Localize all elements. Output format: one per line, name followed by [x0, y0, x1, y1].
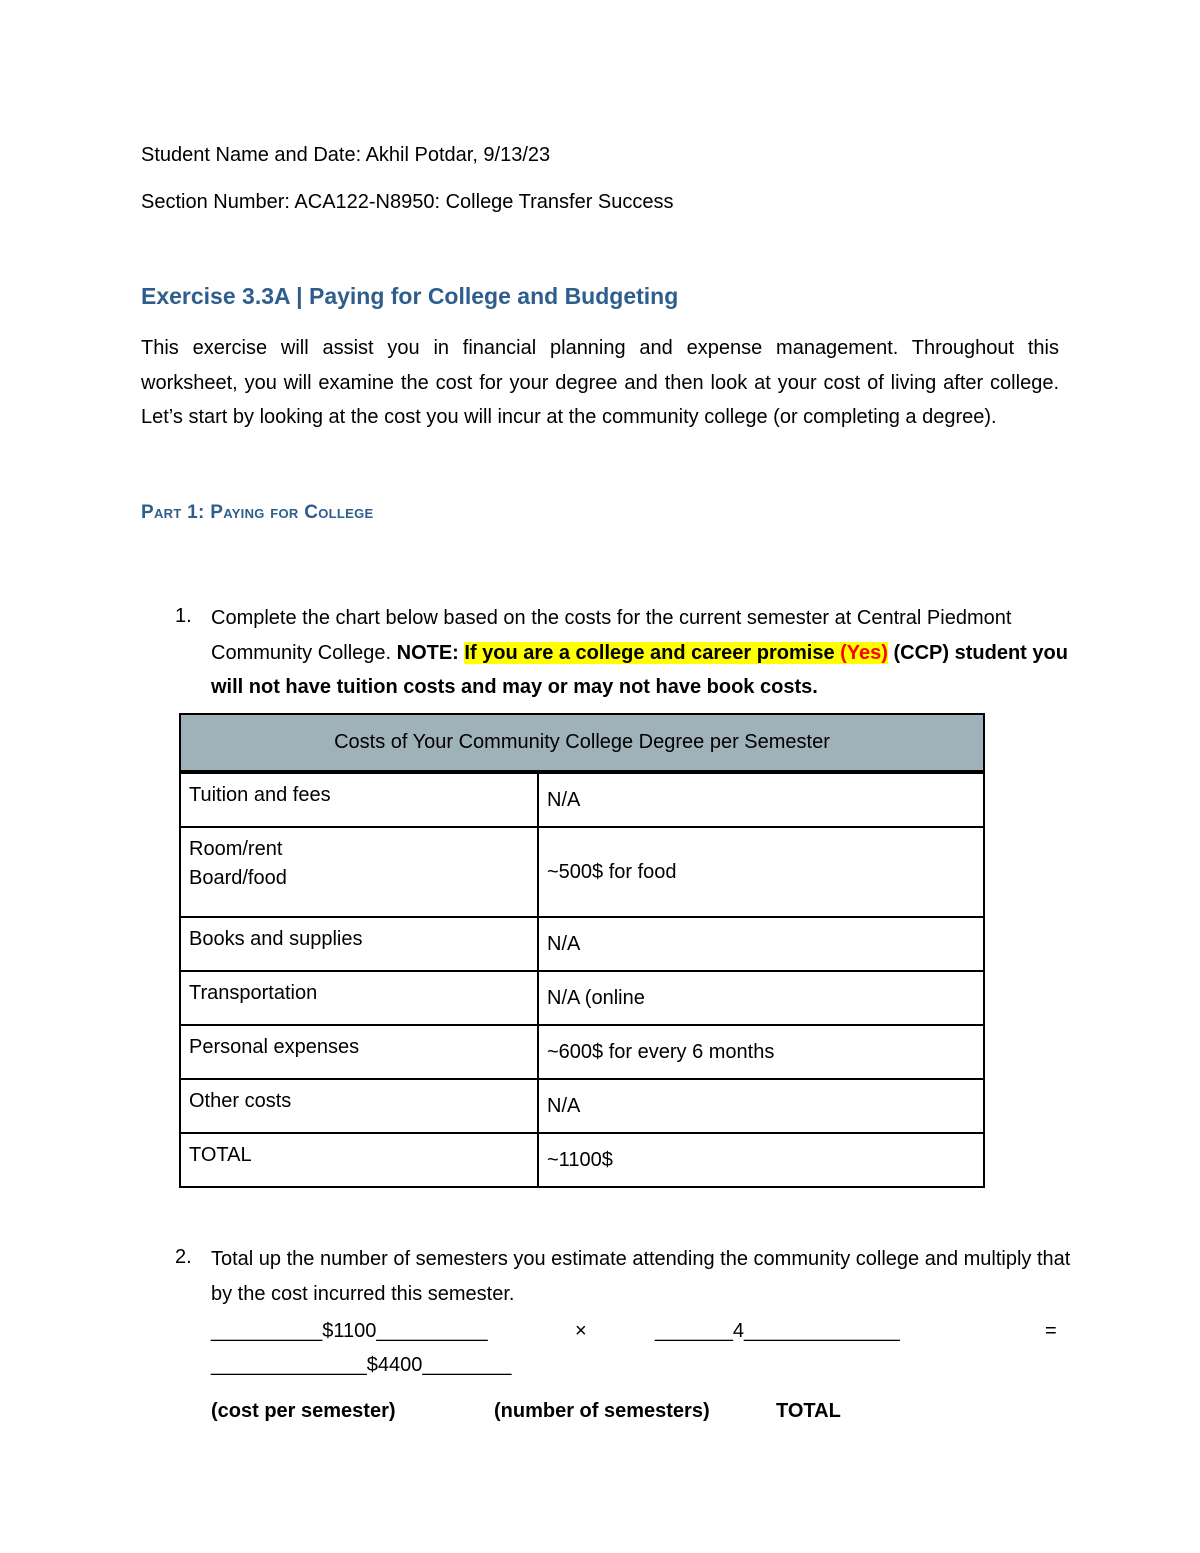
question2-number: 2. [175, 1246, 192, 1268]
table-row [180, 971, 984, 1025]
costs-table [179, 713, 985, 1188]
table-row [180, 1025, 984, 1079]
table-row [180, 827, 984, 917]
question1-text-b: (CCP) student you will not have tuition costs and may or may not have book costs. [211, 641, 1068, 698]
note-label: NOTE: [396, 641, 459, 664]
times-symbol: × [575, 1320, 587, 1342]
ccp-highlight [464, 642, 888, 664]
row-value: ~1100$ [538, 1133, 984, 1187]
student-name-date: Student Name and Date: Akhil Potdar, 9/13/23 [141, 144, 551, 166]
row-value: N/A [538, 917, 984, 971]
question1-text-a: Complete the chart below based on the costs for the current semester at Central Piedmont Community College. [211, 607, 1012, 664]
table-row [180, 772, 984, 827]
section-number: Section Number: ACA122-N8950: College Transfer Success [141, 191, 674, 213]
question2-text: Total up the number of semesters you estimate attending the community college and multiply that by the cost incurred this semester. [211, 1248, 1071, 1305]
row-label: Transportation [180, 971, 538, 1025]
row-value: ~600$ for every 6 months [538, 1025, 984, 1079]
row-label [180, 827, 538, 917]
costs-table-header: Costs of Your Community College Degree per Semester [180, 714, 984, 772]
row-label: Personal expenses [180, 1025, 538, 1079]
cost-per-semester-value: __________$1100__________ [211, 1320, 488, 1342]
question1-text [211, 601, 1071, 705]
row-value: N/A [538, 772, 984, 827]
equals-symbol: = [1045, 1320, 1057, 1342]
row-label-line2: Board/food [189, 867, 287, 889]
table-row [180, 917, 984, 971]
caption-semesters: (number of semesters) [494, 1400, 710, 1422]
semesters-value: _______4______________ [655, 1320, 900, 1342]
table-row [180, 1079, 984, 1133]
total-value: ______________$4400________ [211, 1354, 512, 1376]
row-value: N/A [538, 1079, 984, 1133]
row-label: TOTAL [180, 1133, 538, 1187]
row-label: Books and supplies [180, 917, 538, 971]
part1-title: Part 1: Paying for College [141, 502, 374, 523]
caption-cost: (cost per semester) [211, 1400, 396, 1422]
ccp-highlight-text: If you are a college and career promise [464, 641, 841, 664]
row-label-line1: Room/rent [189, 838, 283, 860]
row-value: N/A (online [538, 971, 984, 1025]
exercise-title: Exercise 3.3A | Paying for College and Budgeting [141, 283, 679, 309]
exercise-intro: This exercise will assist you in financial planning and expense management. Throughout this worksheet, you will examine the cost for your degree and then look at your cost of living after college. Let’s start by looking at the cost you will incur at the community college (or completing a degree). [141, 337, 1059, 428]
row-label: Tuition and fees [180, 772, 538, 827]
table-row [180, 1133, 984, 1187]
row-value: ~500$ for food [538, 827, 984, 917]
ccp-yes: (Yes) [840, 641, 888, 664]
question1-number: 1. [175, 605, 192, 627]
row-label: Other costs [180, 1079, 538, 1133]
caption-total: TOTAL [776, 1400, 841, 1422]
